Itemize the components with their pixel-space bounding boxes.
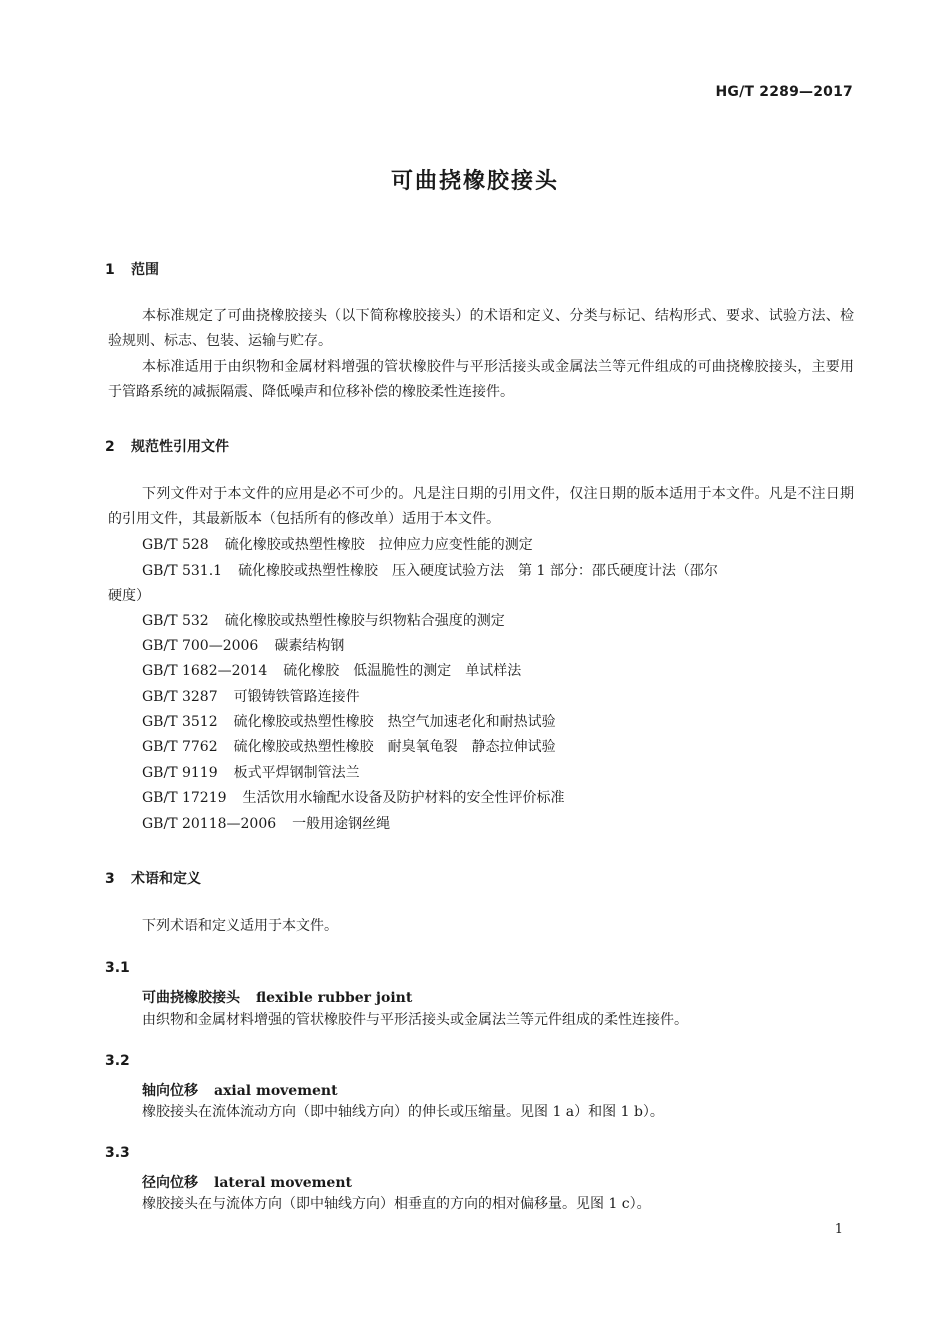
reference-title: 生活饮用水输配水设备及防护材料的安全性评价标准	[242, 790, 565, 806]
reference-item	[142, 685, 854, 710]
reference-code: GB/T 528	[142, 537, 209, 553]
term-name-cn: 径向位移	[142, 1175, 198, 1191]
reference-title: 硫化橡胶或热塑性橡胶 压入硬度试验方法 第 1 部分：邵氏硬度计法（邵尔	[238, 563, 718, 579]
reference-title: 硫化橡胶或热塑性橡胶 拉伸应力应变性能的测定	[224, 537, 533, 553]
reference-title: 一般用途钢丝绳	[292, 816, 391, 832]
section-title: 规范性引用文件	[131, 439, 229, 455]
reference-title: 硫化橡胶或热塑性橡胶 热空气加速老化和耐热试验	[233, 714, 556, 730]
reference-item	[142, 533, 854, 558]
document-title: 可曲挠橡胶接头	[390, 169, 559, 194]
reference-title: 硫化橡胶或热塑性橡胶 耐臭氧龟裂 静态拉伸试验	[233, 739, 556, 755]
reference-title: 可锻铸铁管路连接件	[233, 689, 360, 705]
reference-item-continuation: 硬度）	[108, 588, 150, 604]
section-3-intro: 下列术语和定义适用于本文件。	[142, 918, 338, 934]
reference-code: GB/T 3512	[142, 714, 218, 730]
term-name-en: lateral movement	[214, 1175, 352, 1191]
section-title: 术语和定义	[131, 871, 201, 887]
reference-code: GB/T 7762	[142, 739, 218, 755]
page-number: 1	[834, 1222, 843, 1237]
section-title: 范围	[131, 262, 159, 278]
section-number: 3	[105, 871, 115, 887]
reference-item	[142, 812, 854, 837]
term-name-cn: 轴向位移	[142, 1083, 198, 1099]
reference-code: GB/T 20118—2006	[142, 816, 277, 832]
section-1-paragraph-1: 本标准规定了可曲挠橡胶接头（以下简称橡胶接头）的术语和定义、分类与标记、结构形式、要求、试验方法、检验规则、标志、包装、运输与贮存。	[108, 308, 854, 349]
section-number: 2	[105, 439, 115, 455]
term-name	[142, 987, 412, 1007]
reference-title: 板式平焊钢制管法兰	[233, 765, 360, 781]
term-number: 3.2	[105, 1053, 130, 1069]
reference-item	[142, 761, 854, 786]
reference-item	[142, 710, 854, 735]
section-3-heading	[105, 868, 201, 888]
section-1-paragraph-2: 本标准适用于由织物和金属材料增强的管状橡胶件与平形活接头或金属法兰等元件组成的可曲挠橡胶接头，主要用于管路系统的减振隔震、降低噪声和位移补偿的橡胶柔性连接件。	[108, 359, 854, 400]
reference-code: GB/T 1682—2014	[142, 663, 268, 679]
reference-code: GB/T 700—2006	[142, 638, 259, 654]
reference-code: GB/T 9119	[142, 765, 218, 781]
term-definition: 橡胶接头在流体流动方向（即中轴线方向）的伸长或压缩量。见图 1 a）和图 1 b）。	[142, 1104, 664, 1120]
reference-item	[142, 659, 854, 684]
term-name	[142, 1080, 338, 1100]
reference-code: GB/T 531.1	[142, 563, 223, 579]
section-2-heading	[105, 436, 229, 456]
section-1-heading	[105, 259, 159, 279]
reference-title: 碳素结构钢	[274, 638, 345, 654]
term-name	[142, 1172, 352, 1192]
term-definition: 橡胶接头在与流体方向（即中轴线方向）相垂直的方向的相对偏移量。见图 1 c）。	[142, 1196, 651, 1212]
reference-code: GB/T 17219	[142, 790, 227, 806]
section-2-intro: 下列文件对于本文件的应用是必不可少的。凡是注日期的引用文件，仅注日期的版本适用于本文件。凡是不注日期的引用文件，其最新版本（包括所有的修改单）适用于本文件。	[108, 486, 854, 527]
term-name-en: flexible rubber joint	[256, 990, 413, 1006]
reference-item	[142, 559, 854, 584]
term-definition: 由织物和金属材料增强的管状橡胶件与平形活接头或金属法兰等元件组成的柔性连接件。	[142, 1012, 688, 1028]
reference-item	[142, 609, 854, 634]
reference-item	[142, 634, 854, 659]
section-number: 1	[105, 262, 115, 278]
reference-item	[142, 786, 854, 811]
reference-code: GB/T 532	[142, 613, 209, 629]
reference-code: GB/T 3287	[142, 689, 218, 705]
standard-code: HG/T 2289—2017	[715, 84, 853, 100]
reference-title: 硫化橡胶或热塑性橡胶与织物粘合强度的测定	[224, 613, 505, 629]
reference-title: 硫化橡胶 低温脆性的测定 单试样法	[283, 663, 522, 679]
term-number: 3.3	[105, 1145, 130, 1161]
term-name-cn: 可曲挠橡胶接头	[142, 990, 240, 1006]
term-name-en: axial movement	[214, 1083, 338, 1099]
reference-item	[142, 735, 854, 760]
term-number: 3.1	[105, 960, 130, 976]
